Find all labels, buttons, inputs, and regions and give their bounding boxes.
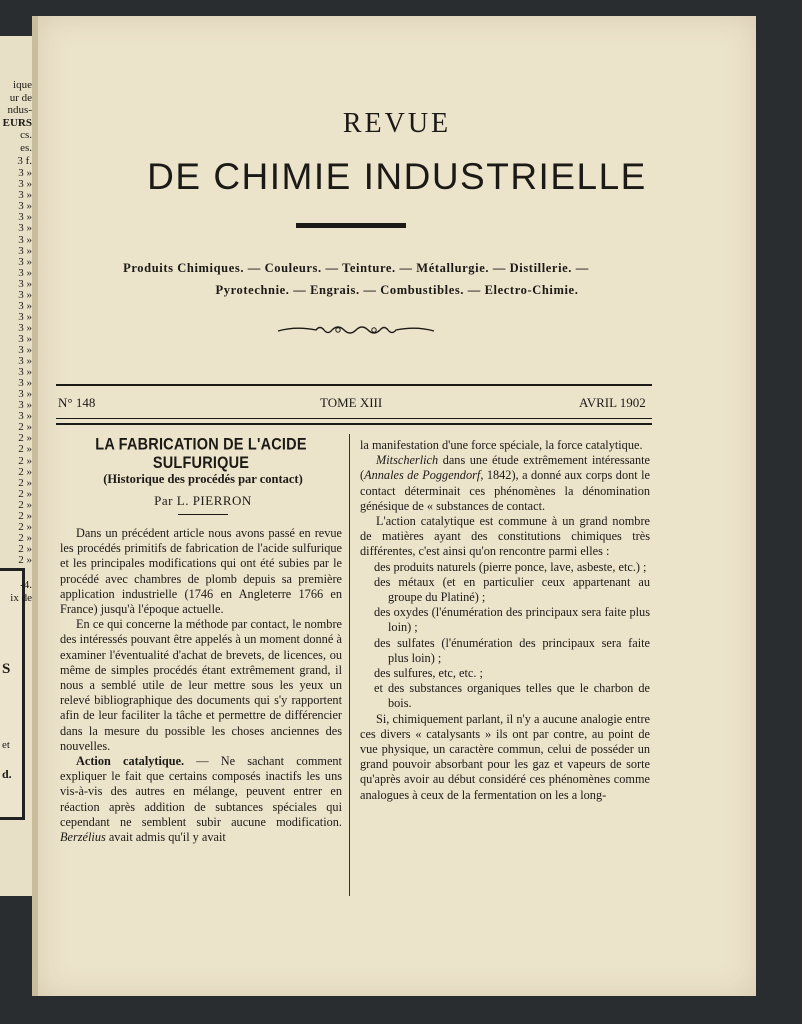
left-page-line: 2 » bbox=[18, 421, 32, 434]
left-page-line: cs. bbox=[20, 129, 32, 142]
author-rule bbox=[178, 514, 228, 515]
left-page-line: 2 » bbox=[18, 443, 32, 456]
paragraph-text: — Ne sachant comment expliquer le fait que certains composés inactifs les uns vis-à-vis des autres en mélange, peuvent entrer en réaction après addition de subtances spéciales qui cependant ne semblent subir aucune modification. bbox=[60, 754, 342, 829]
paragraph: Dans un précédent article nous avons passé en revue les procédés primitifs de fabrication de l'acide sulfurique et les principales modifications qui ont été subies par le procédé avec chambres de plomb depuis sa première application industrielle (1746 en Angleterre 1766 en France) jusqu'à l'époque actuelle. bbox=[60, 526, 342, 617]
left-page-line: 3 f. bbox=[17, 154, 32, 167]
left-page-line: 2 » bbox=[18, 432, 32, 445]
subjects-line-1: Produits Chimiques. — Couleurs. — Teinture. — Métallurgie. — Distillerie. — bbox=[123, 261, 589, 275]
ornament-flourish bbox=[276, 322, 436, 338]
left-page-line: 3 » bbox=[18, 189, 32, 202]
left-page-line: 2 » bbox=[18, 531, 32, 544]
masthead-revue: REVUE bbox=[342, 108, 452, 139]
issue-date: AVRIL 1902 bbox=[579, 395, 646, 410]
left-page-line: -4. bbox=[20, 579, 32, 591]
header-rule-bottom-thick bbox=[56, 423, 652, 425]
left-page-boxed-text: S bbox=[2, 661, 11, 677]
person-name: Mitscherlich bbox=[376, 453, 439, 468]
left-page-line: 3 » bbox=[18, 366, 32, 379]
paragraph: la manifestation d'une force spéciale, la force catalytique. bbox=[360, 438, 643, 452]
left-page-line: 3 » bbox=[18, 255, 32, 268]
article-author: Par L. PIERRON bbox=[154, 493, 252, 508]
left-page-line: 3 » bbox=[18, 211, 32, 224]
issue-tome: TOME XIII bbox=[320, 395, 383, 410]
header-rule-top bbox=[56, 384, 652, 386]
person-name: Berzélius bbox=[60, 830, 106, 845]
list-item: des sulfates (l'énumération des principaux sera faite plus loin) ; bbox=[374, 635, 650, 665]
left-page-line: 3 » bbox=[18, 244, 32, 257]
list-item: des métaux (et en particulier ceux appartenant au groupe du Platiné) ; bbox=[374, 574, 650, 605]
left-page-line: 3 » bbox=[18, 233, 32, 246]
left-page-line: ix de bbox=[10, 592, 32, 604]
left-page-line: 2 » bbox=[18, 542, 32, 555]
left-page-line: 2 » bbox=[18, 487, 32, 500]
left-page-line: ique bbox=[13, 79, 32, 91]
list-item: des sulfures, etc, etc. ; bbox=[374, 666, 483, 681]
left-page-line: 3 » bbox=[18, 299, 32, 312]
left-page-line: 3 » bbox=[18, 332, 32, 345]
left-page-line: 3 » bbox=[18, 222, 32, 235]
left-page-line: 3 » bbox=[18, 399, 32, 412]
left-page-line: 3 » bbox=[18, 321, 32, 334]
list-item: des produits naturels (pierre ponce, lave, asbeste, etc.) ; bbox=[374, 559, 647, 574]
left-page-line: 2 » bbox=[18, 553, 32, 566]
left-page-line: 3 » bbox=[18, 388, 32, 401]
paragraph-lead: Action catalytique. bbox=[76, 754, 185, 769]
journal-page bbox=[38, 16, 756, 996]
paragraph-text: avait admis qu'il y avait bbox=[105, 830, 226, 845]
paragraph bbox=[60, 754, 342, 845]
masthead-title: DE CHIMIE INDUSTRIELLE bbox=[147, 156, 647, 197]
left-page-line: 3 » bbox=[18, 178, 32, 191]
left-page-boxed-ad bbox=[0, 568, 25, 820]
left-page-line: 2 » bbox=[18, 509, 32, 522]
paragraph: L'action catalytique est commune à un grand nombre de matières ayant des constitutions chimiques très différentes, c'est ainsi qu'on rencontre parmi elles : bbox=[360, 514, 650, 559]
citation: Annales de Poggendorf bbox=[364, 468, 481, 483]
left-page-line: 2 » bbox=[18, 465, 32, 478]
right-column bbox=[360, 438, 650, 803]
left-page-line: ur de bbox=[9, 91, 32, 104]
left-page-line: 3 » bbox=[18, 277, 32, 290]
list-item: et des substances organiques telles que le charbon de bois. bbox=[374, 681, 650, 711]
left-page-line: 3 » bbox=[18, 288, 32, 301]
left-page-line: EURS bbox=[2, 116, 32, 129]
left-page-line: 3 » bbox=[18, 200, 32, 213]
left-page-line: 3 » bbox=[18, 266, 32, 279]
left-page-line: 3 » bbox=[18, 167, 32, 180]
left-page-line: 3 » bbox=[18, 410, 32, 423]
left-page-line: 3 » bbox=[18, 377, 32, 390]
paragraph bbox=[360, 453, 650, 514]
left-page-line: ndus- bbox=[7, 104, 32, 117]
left-page-line: 3 » bbox=[18, 344, 32, 356]
left-page-line: 2 » bbox=[18, 476, 32, 489]
left-column bbox=[60, 526, 342, 845]
list-item: des oxydes (l'énumération des principaux sera faite plus loin) ; bbox=[374, 605, 650, 635]
paragraph-text: , 1842), a donné aux corps dont le contact déterminait ces phénomènes la dénomination génésique de « substances de contact. bbox=[360, 468, 650, 513]
left-page-boxed-text: d. bbox=[2, 767, 12, 781]
left-page-line: 3 » bbox=[18, 310, 32, 323]
left-page-line: 3 » bbox=[18, 355, 32, 368]
left-page-boxed-text: et bbox=[2, 739, 10, 751]
header-rule-bottom bbox=[56, 418, 652, 419]
issue-number: N° 148 bbox=[58, 395, 96, 410]
paragraph: Si, chimiquement parlant, il n'y a aucune analogie entre ces divers « catalysants » ils ont par contre, au point de vue physique, un caractère commun, celui de posséder un grand pouvoir absorbant pour les gaz et vapeurs de sorte qu'après avoir au début considéré ces phénomènes comme analogues à ceux de la fermentation on les a long- bbox=[360, 711, 650, 802]
left-page-line: 2 » bbox=[18, 520, 32, 533]
paragraph: En ce qui concerne la méthode par contact, le nombre des intéressés pouvant être appelés à un moment donné à examiner l'éventualité d'achat de brevets, de licences, ou même de simples procédés étant extrêmement grand, il nous a semblé utile de leur mettre sous les yeux un relevé bibliographique des documents qui s'y rapportent afin de leur faciliter la tâche et permettre de différencier dans la mesure du possible les choses anciennes des nouvelles. bbox=[60, 617, 342, 753]
article-subtitle: (Historique des procédés par contact) bbox=[103, 472, 303, 486]
left-page-line: 2 » bbox=[18, 454, 32, 467]
paragraph-text: dans une étude extrêmement intéressante ( bbox=[360, 453, 650, 483]
subjects-line-2: Pyrotechnie. — Engrais. — Combustibles. — Electro-Chimie. bbox=[215, 283, 579, 297]
left-page-line: 2 » bbox=[18, 498, 32, 511]
column-divider bbox=[349, 434, 350, 896]
title-rule bbox=[296, 223, 406, 228]
article-title: LA FABRICATION DE L'ACIDE SULFURIQUE bbox=[95, 435, 307, 473]
left-page-line: es. bbox=[20, 142, 32, 154]
